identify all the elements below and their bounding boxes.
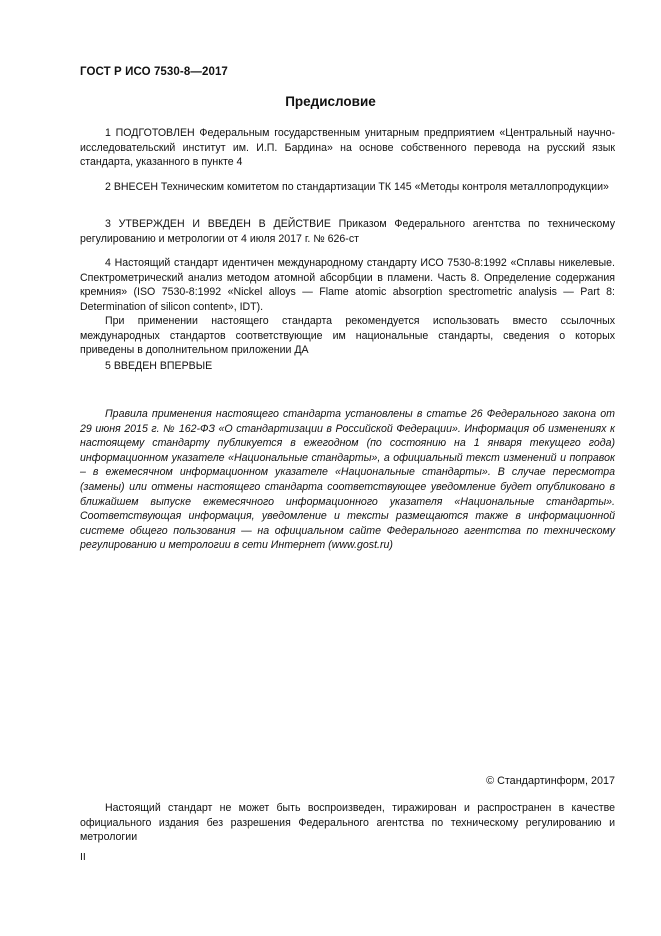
foreword-item-4-note: При применении настоящего стандарта рекомендуется использовать вместо ссылочных международных стандартов соответствующие им национальные стандарты, сведения о которых приведены в дополнительном приложении ДА bbox=[80, 315, 615, 356]
foreword-item-1: 1 ПОДГОТОВЛЕН Федеральным государственным унитарным предприятием «Центральный научно-исследовательский институт им. И.П. Бардина» на основе собственного перевода на русский язык стандарта, указанного в пункте 4 bbox=[80, 127, 615, 168]
foreword-item-3: 3 УТВЕРЖДЕН И ВВЕДЕН В ДЕЙСТВИЕ Приказом Федерального агентства по техническому регулированию и метрологии от 4 июля 2017 г. № 626-ст bbox=[80, 218, 615, 245]
copyright-line: © Стандартинформ, 2017 bbox=[486, 775, 615, 787]
document-code: ГОСТ Р ИСО 7530-8—2017 bbox=[80, 66, 228, 78]
foreword-item-4: 4 Настоящий стандарт идентичен международному стандарту ИСО 7530-8:1992 «Сплавы никелевые. Спектрометрический анализ методом атомной абсорбции в пламени. Часть 8. Определение содержания кремния» (ISO 7530-8:1992 «Nickel alloys — Flame atomic absorption spectrometric analysis — Part 8: Determination of silicon content», IDT). bbox=[80, 257, 615, 313]
foreword-item-2: 2 ВНЕСЕН Техническим комитетом по стандартизации ТК 145 «Методы контроля металлопродукции» bbox=[105, 181, 609, 193]
foreword-item-5: 5 ВВЕДЕН ВПЕРВЫЕ bbox=[105, 360, 213, 372]
legal-notice: Настоящий стандарт не может быть воспроизведен, тиражирован и распространен в качестве официального издания без разрешения Федерального агентства по техническому регулированию и метрологии bbox=[80, 802, 615, 843]
application-notice: Правила применения настоящего стандарта установлены в статье 26 Федерального закона от 29 июня 2015 г. № 162-ФЗ «О стандартизации в Российской Федерации». Информация об изменениях к настоящему стандарту публикуется в ежегодном (по состоянию на 1 января текущего года) информационном указателе «Национальные стандарты», а официальный текст изменений и поправок – в ежемесячном информационном указателе «Национальные стандарты». В случае пересмотра (замены) или отмены настоящего стандарта соответствующее уведомление будет опубликовано в ближайшем выпуске ежемесячного информационного указателя «Национальные стандарты». Соответствующая информация, уведомление и тексты размещаются также в информационной системе общего пользования — на официальном сайте Федерального агентства по техническому регулированию и метрологии в сети Интернет (www.gost.ru) bbox=[80, 408, 615, 552]
page-number: II bbox=[80, 851, 86, 863]
page-title: Предисловие bbox=[285, 94, 376, 109]
